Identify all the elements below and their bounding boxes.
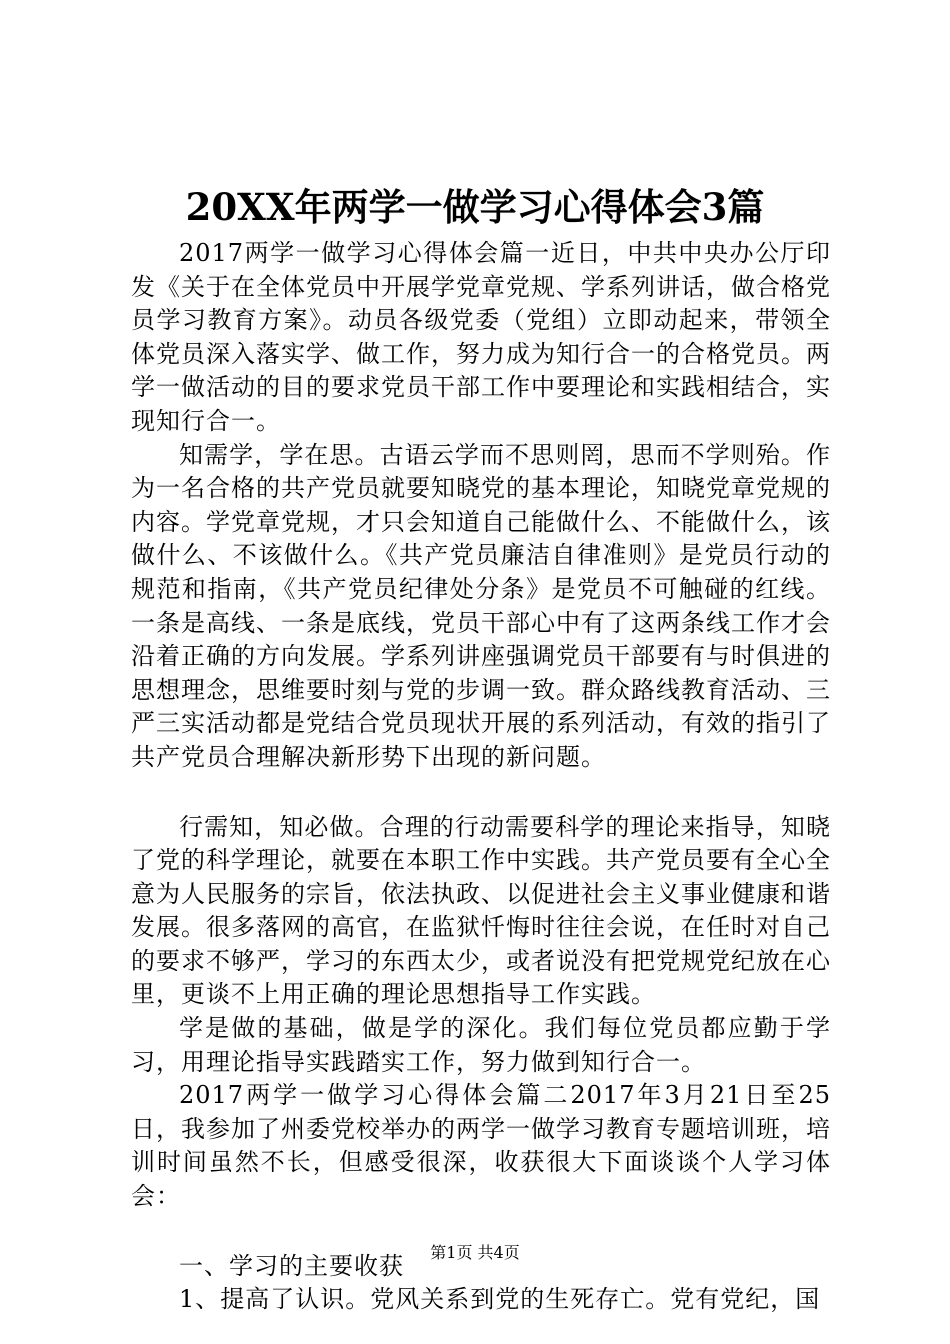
paragraph: 行需知，知必做。合理的行动需要科学的理论来指导，知晓了党的科学理论，就要在本职工作中实践。共产党员要有全心全意为人民服务的宗旨，依法执政、以促进社会主义事业健康和谐发展。很多落网的高官，在监狱忏悔时往往会说，在任时对自己的要求不够严，学习的东西太少，或者说没有把党规党纪放在心里，更谈不上用正确的理论思想指导工作实践。 [131, 812, 831, 1009]
paragraph-spacer [131, 775, 831, 811]
paragraph: 1、提高了认识。党风关系到党的生死存亡。党有党纪，国 [179, 1285, 821, 1314]
paragraph: 2017两学一做学习心得体会篇二2017年3月21日至25日，我参加了州委党校举办的两学一做学习教育专题培训班，培训时间虽然不长，但感受很深，收获很大下面谈谈个人学习体会： [131, 1081, 831, 1211]
document-body [131, 237, 831, 1317]
section-heading: 一、学习的主要收获 [179, 1251, 404, 1280]
paragraph: 学是做的基础，做是学的深化。我们每位党员都应勤于学习，用理论指导实践踏实工作，努力做到知行合一。 [131, 1014, 831, 1076]
paragraph: 2017两学一做学习心得体会篇一近日，中共中央办公厅印发《关于在全体党员中开展学党章党规、学系列讲话，做合格党员学习教育方案》。动员各级党委（党组）立即动起来，带领全体党员深入落实学、做工作，努力成为知行合一的合格党员。两学一做活动的目的要求党员干部工作中要理论和实践相结合，实现知行合一。 [131, 239, 831, 435]
paragraph: 知需学，学在思。古语云学而不思则罔，思而不学则殆。作为一名合格的共产党员就要知晓党的基本理论，知晓党章党规的内容。学党章党规，才只会知道自己能做什么、不能做什么，该做什么、不该做什么。《共产党员廉洁自律准则》是党员行动的规范和指南，《共产党员纪律处分条》是党员不可触碰的红线。一条是高线、一条是底线，党员干部心中有了这两条线工作才会沿着正确的方向发展。学系列讲座强调党员干部要有与时俱进的思想理念，思维要时刻与党的步调一致。群众路线教育活动、三严三实活动都是党结合党员现状开展的系列活动，有效的指引了共产党员合理解决新形势下出现的新问题。 [131, 440, 831, 771]
page-footer: 第1页 共4页 [430, 1243, 520, 1262]
document-title: 20XX年两学一做学习心得体会3篇 [185, 185, 765, 229]
